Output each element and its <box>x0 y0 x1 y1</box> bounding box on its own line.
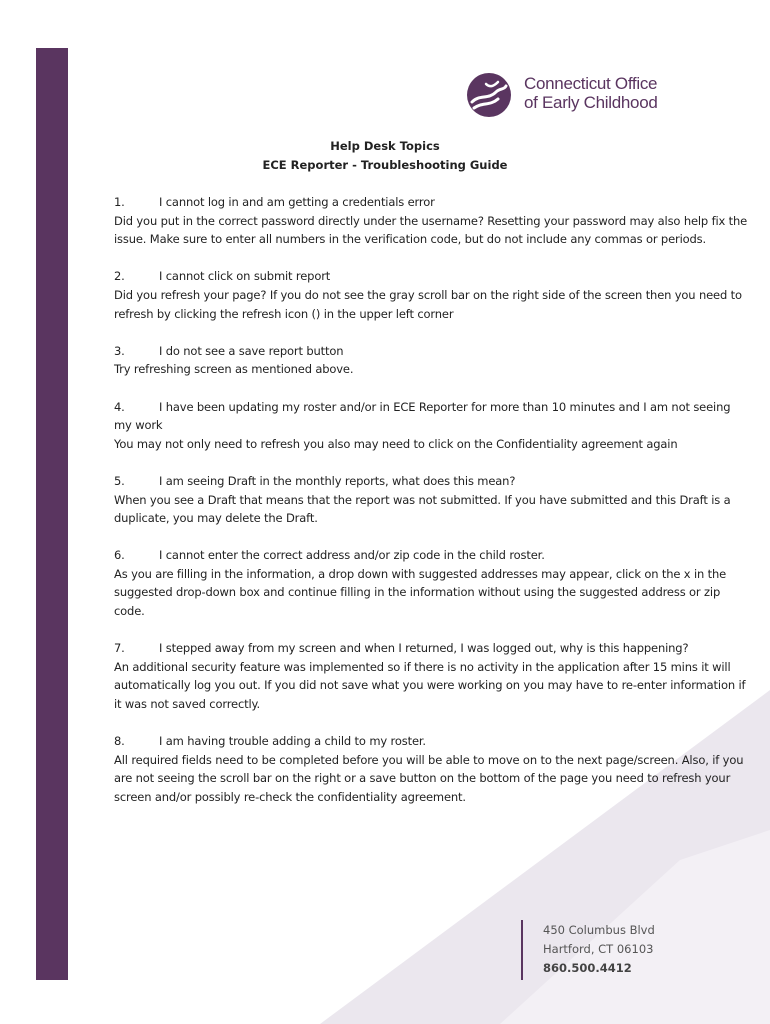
page-subtitle: ECE Reporter - Troubleshooting Guide <box>262 158 508 172</box>
address-phone: 860.500.4412 <box>543 961 632 975</box>
topic-4 <box>114 398 750 454</box>
topic-question-text: I am having trouble adding a child to my roster. <box>159 734 426 749</box>
topic-question-text: I cannot enter the correct address and/or zip code in the child roster. <box>159 548 545 563</box>
topic-question-text: I am seeing Draft in the monthly reports, what does this mean? <box>159 473 516 488</box>
topic-number: 5. <box>114 473 125 488</box>
topic-number: 4. <box>114 399 125 414</box>
topic-number: 7. <box>114 641 125 656</box>
address-street: 450 Columbus Blvd <box>543 923 655 937</box>
topic-5 <box>114 472 750 528</box>
topic-question-text: I have been updating my roster and/or in ECE Reporter for more than 10 minutes and I am not seeing my work <box>114 399 731 433</box>
topic-question-text: I stepped away from my screen and when I returned, I was logged out, why is this happening? <box>159 641 689 656</box>
topic-number: 6. <box>114 548 125 563</box>
topic-answer: An additional security feature was implemented so if there is no activity in the application after 15 mins it will automatically log you out. If you did not save what you were working on you may have to re-enter information if it was not saved correctly. <box>114 659 746 712</box>
footer-address <box>543 921 655 978</box>
topic-answer: As you are filling in the information, a drop down with suggested addresses may appear, click on the x in the suggested drop-down box and continue filling in the information without using the suggested address or zip code. <box>114 566 727 619</box>
topic-number: 2. <box>114 269 125 284</box>
topic-number: 1. <box>114 195 125 209</box>
topic-question <box>114 267 750 286</box>
sidebar-accent-bar <box>36 48 68 980</box>
topic-number: 8. <box>114 734 125 749</box>
topic-question <box>114 639 750 658</box>
topic-question <box>114 193 750 212</box>
page-title: Help Desk Topics <box>330 139 440 153</box>
topic-question-text: I cannot log in and am getting a credentials error <box>159 195 435 209</box>
topic-answer: When you see a Draft that means that the report was not submitted. If you have submitted and this Draft is a duplicate, you may delete the Draft. <box>114 492 731 526</box>
topic-question <box>114 342 750 361</box>
logo-line2: of Early Childhood <box>524 93 658 112</box>
logo-line1: Connecticut Office <box>524 74 658 93</box>
topic-1 <box>114 193 750 249</box>
oec-logo <box>466 72 686 118</box>
topic-8 <box>114 732 750 806</box>
topic-question-text: I cannot click on submit report <box>159 269 331 284</box>
topic-6 <box>114 546 750 620</box>
topic-2 <box>114 267 750 323</box>
topic-answer: All required fields need to be completed before you will be able to move on to the next page/screen. Also, if you are not seeing the scroll bar on the right or a save button on the bottom of the page you need to refresh your screen and/or possibly re-check the confidentiality agreement. <box>114 752 744 804</box>
topic-question <box>114 398 750 435</box>
topics-list <box>114 193 750 825</box>
topic-question <box>114 732 750 751</box>
topic-3 <box>114 342 750 379</box>
topic-answer: Did you refresh your page? If you do not see the gray scroll bar on the right side of the screen then you need to refresh by clicking the refresh icon () in the upper left corner <box>114 287 742 321</box>
topic-question <box>114 546 750 565</box>
topic-answer: Did you put in the correct password directly under the username? Resetting your password may also help fix the issue. Make sure to enter all numbers in the verification code, but do not include any commas or periods. <box>114 213 748 247</box>
hands-logo-icon <box>466 72 514 118</box>
topic-7 <box>114 639 750 713</box>
topic-answer: You may not only need to refresh you also may need to click on the Confidentiality agreement again <box>114 436 678 451</box>
topic-question <box>114 472 750 491</box>
topic-number: 3. <box>114 343 125 358</box>
topic-question-text: I do not see a save report button <box>159 343 344 358</box>
address-city: Hartford, CT 06103 <box>543 942 654 956</box>
address-divider <box>521 920 523 980</box>
topic-answer: Try refreshing screen as mentioned above. <box>114 362 354 377</box>
logo-wordmark <box>524 74 658 112</box>
